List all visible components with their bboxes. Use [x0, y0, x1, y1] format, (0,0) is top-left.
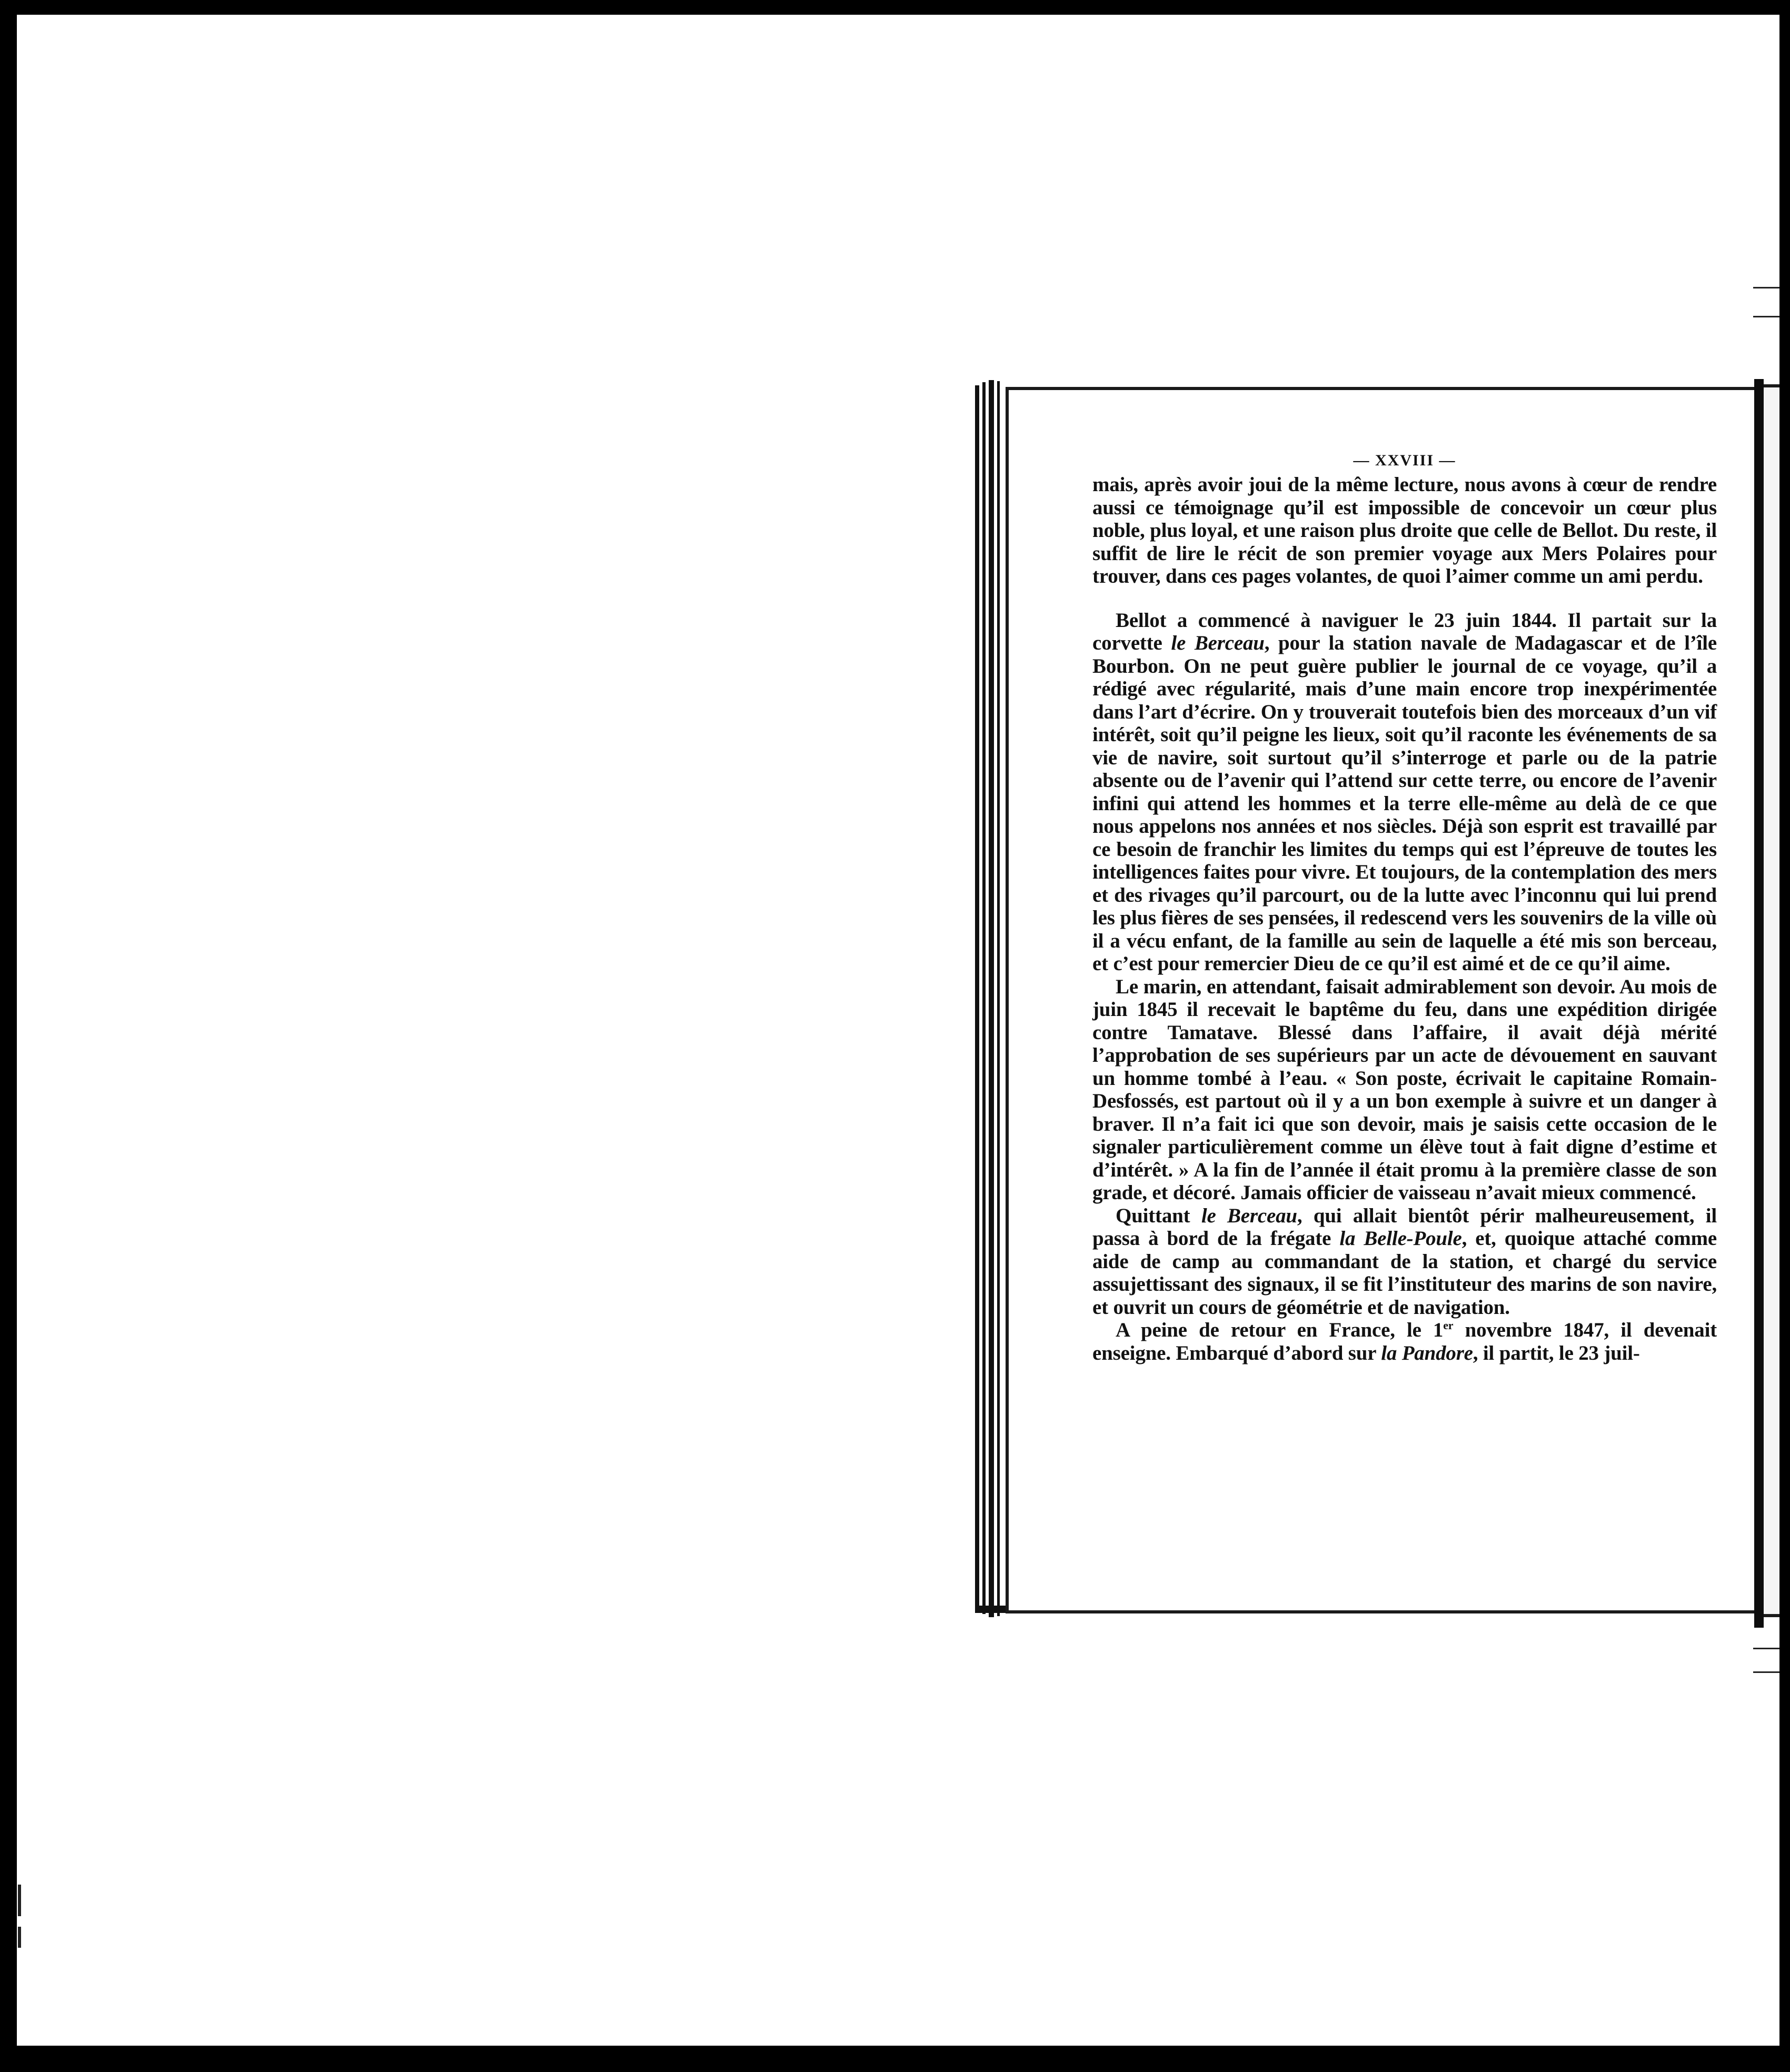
- paragraph: [1092, 609, 1717, 975]
- page-stack-edge: [975, 1606, 1007, 1613]
- scan-border-left: [0, 0, 17, 2072]
- paragraph: [1092, 1319, 1717, 1364]
- superscript: er: [1443, 1319, 1454, 1332]
- facing-page-edge: [1764, 384, 1779, 1617]
- scan-speck: [18, 1885, 21, 1916]
- page-stack-edge: [982, 382, 986, 1614]
- scan-rule: [1753, 316, 1779, 317]
- page-stack-edge: [989, 380, 994, 1617]
- italic-title: le Berceau: [1201, 1204, 1297, 1227]
- text-run: Bellot a commencé à naviguer le 23 juin 1844. Il partait sur la corvette: [1092, 609, 1717, 654]
- text-run: Le marin, en attendant, faisait admirablement son devoir. Au mois de juin 1845 il recevait le baptême du feu, dans une expédition dirigée contre Tamatave. Blessé dans l’affaire, il avait déjà mérité l’approbation de ses supérieurs par un acte de dévouement en sauvant un homme tombé à l’eau. « Son poste, écrivait le capitaine Romain-Desfossés, est partout où il y a un bon exemple à suivre et un danger à braver. Il n’a fait ici que son devoir, mais je saisis cette occasion de le signaler particulièrement comme un élève tout à fait digne d’estime et d’intérêt. » A la fin de l’année il était promu à la première classe de son grade, et décoré. Jamais officier de vaisseau n’avait mieux commencé.: [1092, 975, 1717, 1204]
- paragraphs: [1092, 473, 1717, 1364]
- scan-speck: [18, 1927, 21, 1948]
- scan-border-bottom: [0, 2046, 1790, 2072]
- text-run: mais, après avoir joui de la même lecture, nous avons à cœur de rendre aussi ce témoignage qu’il est impossible de concevoir un cœur plus noble, plus loyal, et une raison plus droite que celle de Bellot. Du reste, il suffit de lire le récit de son premier voyage aux Mers Polaires pour trouver, dans ces pages volantes, de quoi l’aimer comme un ami perdu.: [1092, 473, 1717, 587]
- page-stack-edge: [975, 385, 979, 1612]
- text-run: A peine de retour en France, le 1: [1116, 1319, 1444, 1341]
- paragraph: [1092, 1204, 1717, 1319]
- paragraph: [1092, 975, 1717, 1204]
- italic-title: la Belle-Poule: [1339, 1227, 1462, 1250]
- scan-rule: [1753, 1671, 1779, 1673]
- page-stack-edge: [997, 381, 1000, 1616]
- book-gutter: [1754, 379, 1764, 1628]
- paragraph: [1092, 473, 1717, 588]
- running-head: — XXVIII —: [1353, 452, 1456, 469]
- text-run: Quittant: [1116, 1204, 1201, 1227]
- text-run: , qui allait bientôt périr malheureusement, il passa à bord de la frégate: [1092, 1204, 1717, 1250]
- text-run: , pour la station navale de Madagascar et de l’île Bourbon. On ne peut guère publier le journal de ce voyage, qu’il a rédigé avec régularité, mais d’une main encore trop inexpérimentée dans l’art d’écrire. On y trouverait toutefois bien des morceaux d’un vif intérêt, soit qu’il peigne les lieux, soit qu’il raconte les événements de sa vie de navire, soit surtout qu’il s’interroge et parle ou de la patrie absente ou de l’avenir qui l’attend sur cette terre, ou encore de l’avenir infini qui attend les hommes et la terre elle-même au delà de ce que nous appelons nos années et nos siècles. Déjà son esprit est travaillé par ce besoin de franchir les limites du temps qui est l’épreuve de toutes les intelligences faites pour vivre. Et toujours, de la contemplation des mers et des rivages qu’il parcourt, ou de la lutte avec l’inconnu qui lui prend les plus fières de ses pensées, il redescend vers les souvenirs de la ville où il a vécu enfant, de la famille au sein de laquelle a été mis son berceau, et c’est pour remercier Dieu de ce qu’il est aimé et de ce qu’il aime.: [1092, 632, 1717, 975]
- text-run: novembre 1847, il devenait enseigne. Embarqué d’abord sur: [1092, 1319, 1717, 1364]
- italic-title: le Berceau: [1171, 632, 1265, 654]
- text-run: , et, quoique attaché comme aide de camp au commandant de la station, et chargé du service assujettissant des signaux, il se fit l’instituteur des marins de son navire, et ouvrit un cours de géométrie et de navigation.: [1092, 1227, 1717, 1319]
- text-run: , il partit, le 23 juil-: [1473, 1341, 1640, 1364]
- scan-rule: [1753, 1648, 1779, 1649]
- scan-border-right: [1779, 0, 1790, 2072]
- scan-rule: [1753, 287, 1779, 288]
- page-text: [1092, 450, 1717, 1364]
- scan-border-top: [0, 0, 1790, 15]
- italic-title: la Pandore: [1381, 1341, 1473, 1364]
